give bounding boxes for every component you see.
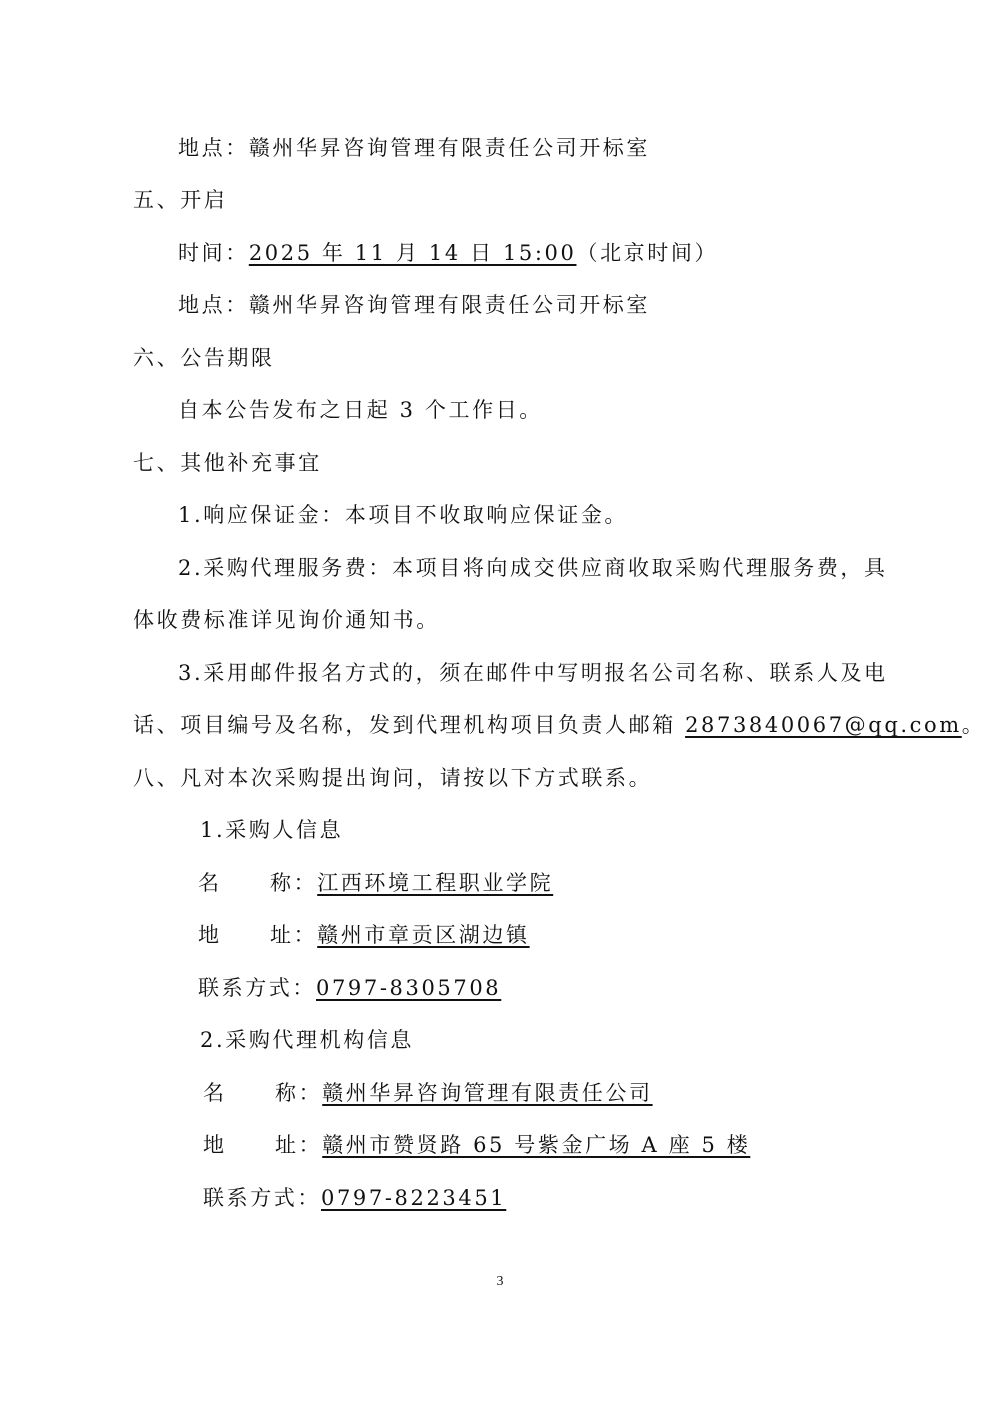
- purchaser-contact-row: [198, 974, 501, 1002]
- section7-item3-line2: [133, 711, 985, 739]
- purchaser-address-value: 赣州市章贡区湖边镇: [317, 923, 530, 947]
- purchaser-name-row: [198, 869, 593, 897]
- purchaser-address-row: [198, 921, 530, 949]
- address-label-a: 地: [198, 923, 222, 947]
- agency-contact-value: 0797-8223451: [321, 1186, 507, 1210]
- address-label-b: 址：: [275, 1133, 323, 1157]
- section8-heading: 八、凡对本次采购提出询问，请按以下方式联系。: [133, 766, 653, 790]
- contact-label: 联系方式：: [203, 1186, 321, 1210]
- agency-title: 2.采购代理机构信息: [200, 1028, 415, 1052]
- address-label-a: 地: [203, 1133, 227, 1157]
- purchaser-title: 1.采购人信息: [200, 818, 344, 842]
- name-label-b: 称：: [270, 871, 318, 895]
- agency-address-row: [203, 1131, 750, 1159]
- section7-item2-line2: 体收费标准详见询价通知书。: [133, 608, 440, 632]
- agency-name-row: [203, 1079, 653, 1107]
- name-label-a: 名: [198, 871, 222, 895]
- time-suffix: （北京时间）: [576, 241, 719, 265]
- section6-body: 自本公告发布之日起 3 个工作日。: [178, 398, 543, 422]
- section4-location: [178, 134, 650, 162]
- item3-prefix: 话、项目编号及名称，发到代理机构项目负责人邮箱: [133, 713, 686, 737]
- time-label: 时间：: [178, 241, 249, 265]
- agency-address-value: 赣州市赞贤路 65 号紫金广场 A 座 5 楼: [322, 1133, 751, 1157]
- section5-time: [178, 239, 718, 267]
- agency-contact-row: [203, 1184, 506, 1212]
- section7-item3-line1: 3.采用邮件报名方式的，须在邮件中写明报名公司名称、联系人及电: [178, 661, 888, 685]
- location-label: 地点：: [178, 293, 249, 317]
- section5-heading: 五、开启: [133, 188, 228, 212]
- page-number: 3: [496, 1274, 504, 1289]
- time-value: 2025 年 11 月 14 日 15:00: [248, 241, 577, 265]
- underline-pad: [553, 869, 593, 897]
- location-value: 赣州华昇咨询管理有限责任公司开标室: [248, 136, 651, 160]
- location-value: 赣州华昇咨询管理有限责任公司开标室: [248, 293, 651, 317]
- location-label: 地点：: [178, 136, 249, 160]
- email-link[interactable]: 2873840067@qq.com: [685, 713, 962, 737]
- agency-name-value: 赣州华昇咨询管理有限责任公司: [322, 1081, 653, 1105]
- purchaser-name-text: 江西环境工程职业学院: [317, 871, 554, 895]
- purchaser-contact-value: 0797-8305708: [316, 976, 502, 1000]
- name-label-b: 称：: [275, 1081, 323, 1105]
- contact-label: 联系方式：: [198, 976, 316, 1000]
- section7-item1: 1.响应保证金：本项目不收取响应保证金。: [178, 503, 629, 527]
- section7-heading: 七、其他补充事宜: [133, 451, 322, 475]
- address-label-b: 址：: [270, 923, 318, 947]
- section6-heading: 六、公告期限: [133, 346, 275, 370]
- name-label-a: 名: [203, 1081, 227, 1105]
- section7-item2-line1: 2.采购代理服务费：本项目将向成交供应商收取采购代理服务费，具: [178, 556, 888, 580]
- purchaser-name-value: [317, 871, 593, 895]
- item3-suffix: 。: [961, 713, 986, 737]
- section5-location: [178, 291, 650, 319]
